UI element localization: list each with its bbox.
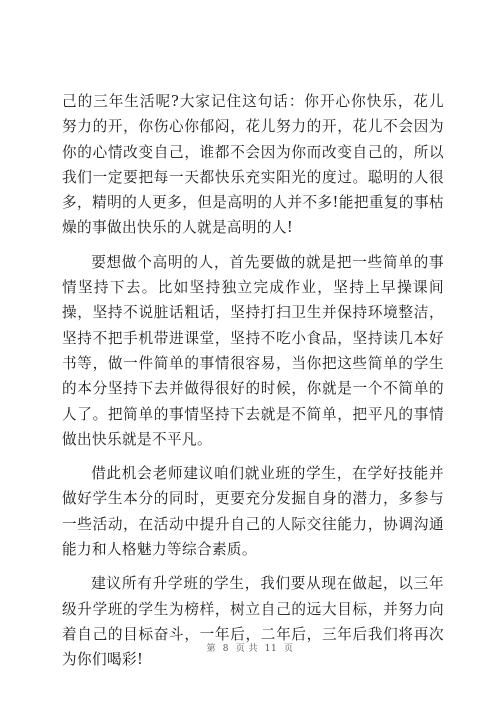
document-body bbox=[62, 89, 444, 682]
page-number-footer: 第 8 页 共 11 页 bbox=[206, 644, 294, 654]
paragraph-3: 借此机会老师建议咱们就业班的学生，在学好技能并做好学生本分的同时，更要充分发掘自身的潜力，多参与一些活动，在活动中提升自己的人际交往能力，协调沟通能力和人格魅力等综合素质。 bbox=[62, 465, 444, 559]
paragraph-2: 要想做个高明的人，首先要做的就是把一些简单的事情坚持下去。比如坚持独立完成作业，坚持上早操课间操，坚持不说脏话粗话，坚持打扫卫生并保持环境整洁，坚持不把手机带进课堂，坚持不吃小食品，坚持读几本好书等，做一件简单的事情很容易，当你把这些简单的学生的本分坚持下去并做得很好的时候，你就是一个不简单的人了。把简单的事情坚持下去就是不简单，把平凡的事情做出快乐就是不平凡。 bbox=[62, 253, 444, 448]
paragraph-1: 己的三年生活呢?大家记住这句话：你开心你快乐，花儿努力的开，你伤心你郁闷，花儿努力的开，花儿不会因为你的心情改变自己，谁都不会因为你而改变自己的，所以我们一定要把每一天都快乐充实阳光的度过。聪明的人很多，精明的人更多，但是高明的人并不多!能把重复的事枯燥的事做出快乐的人就是高明的人! bbox=[62, 93, 444, 237]
paragraph-4: 建议所有升学班的学生，我们要从现在做起，以三年级升学班的学生为榜样，树立自己的远大目标，并努力向着自己的目标奋斗，一年后，二年后，三年后我们将再次为你们喝彩! bbox=[62, 575, 444, 669]
